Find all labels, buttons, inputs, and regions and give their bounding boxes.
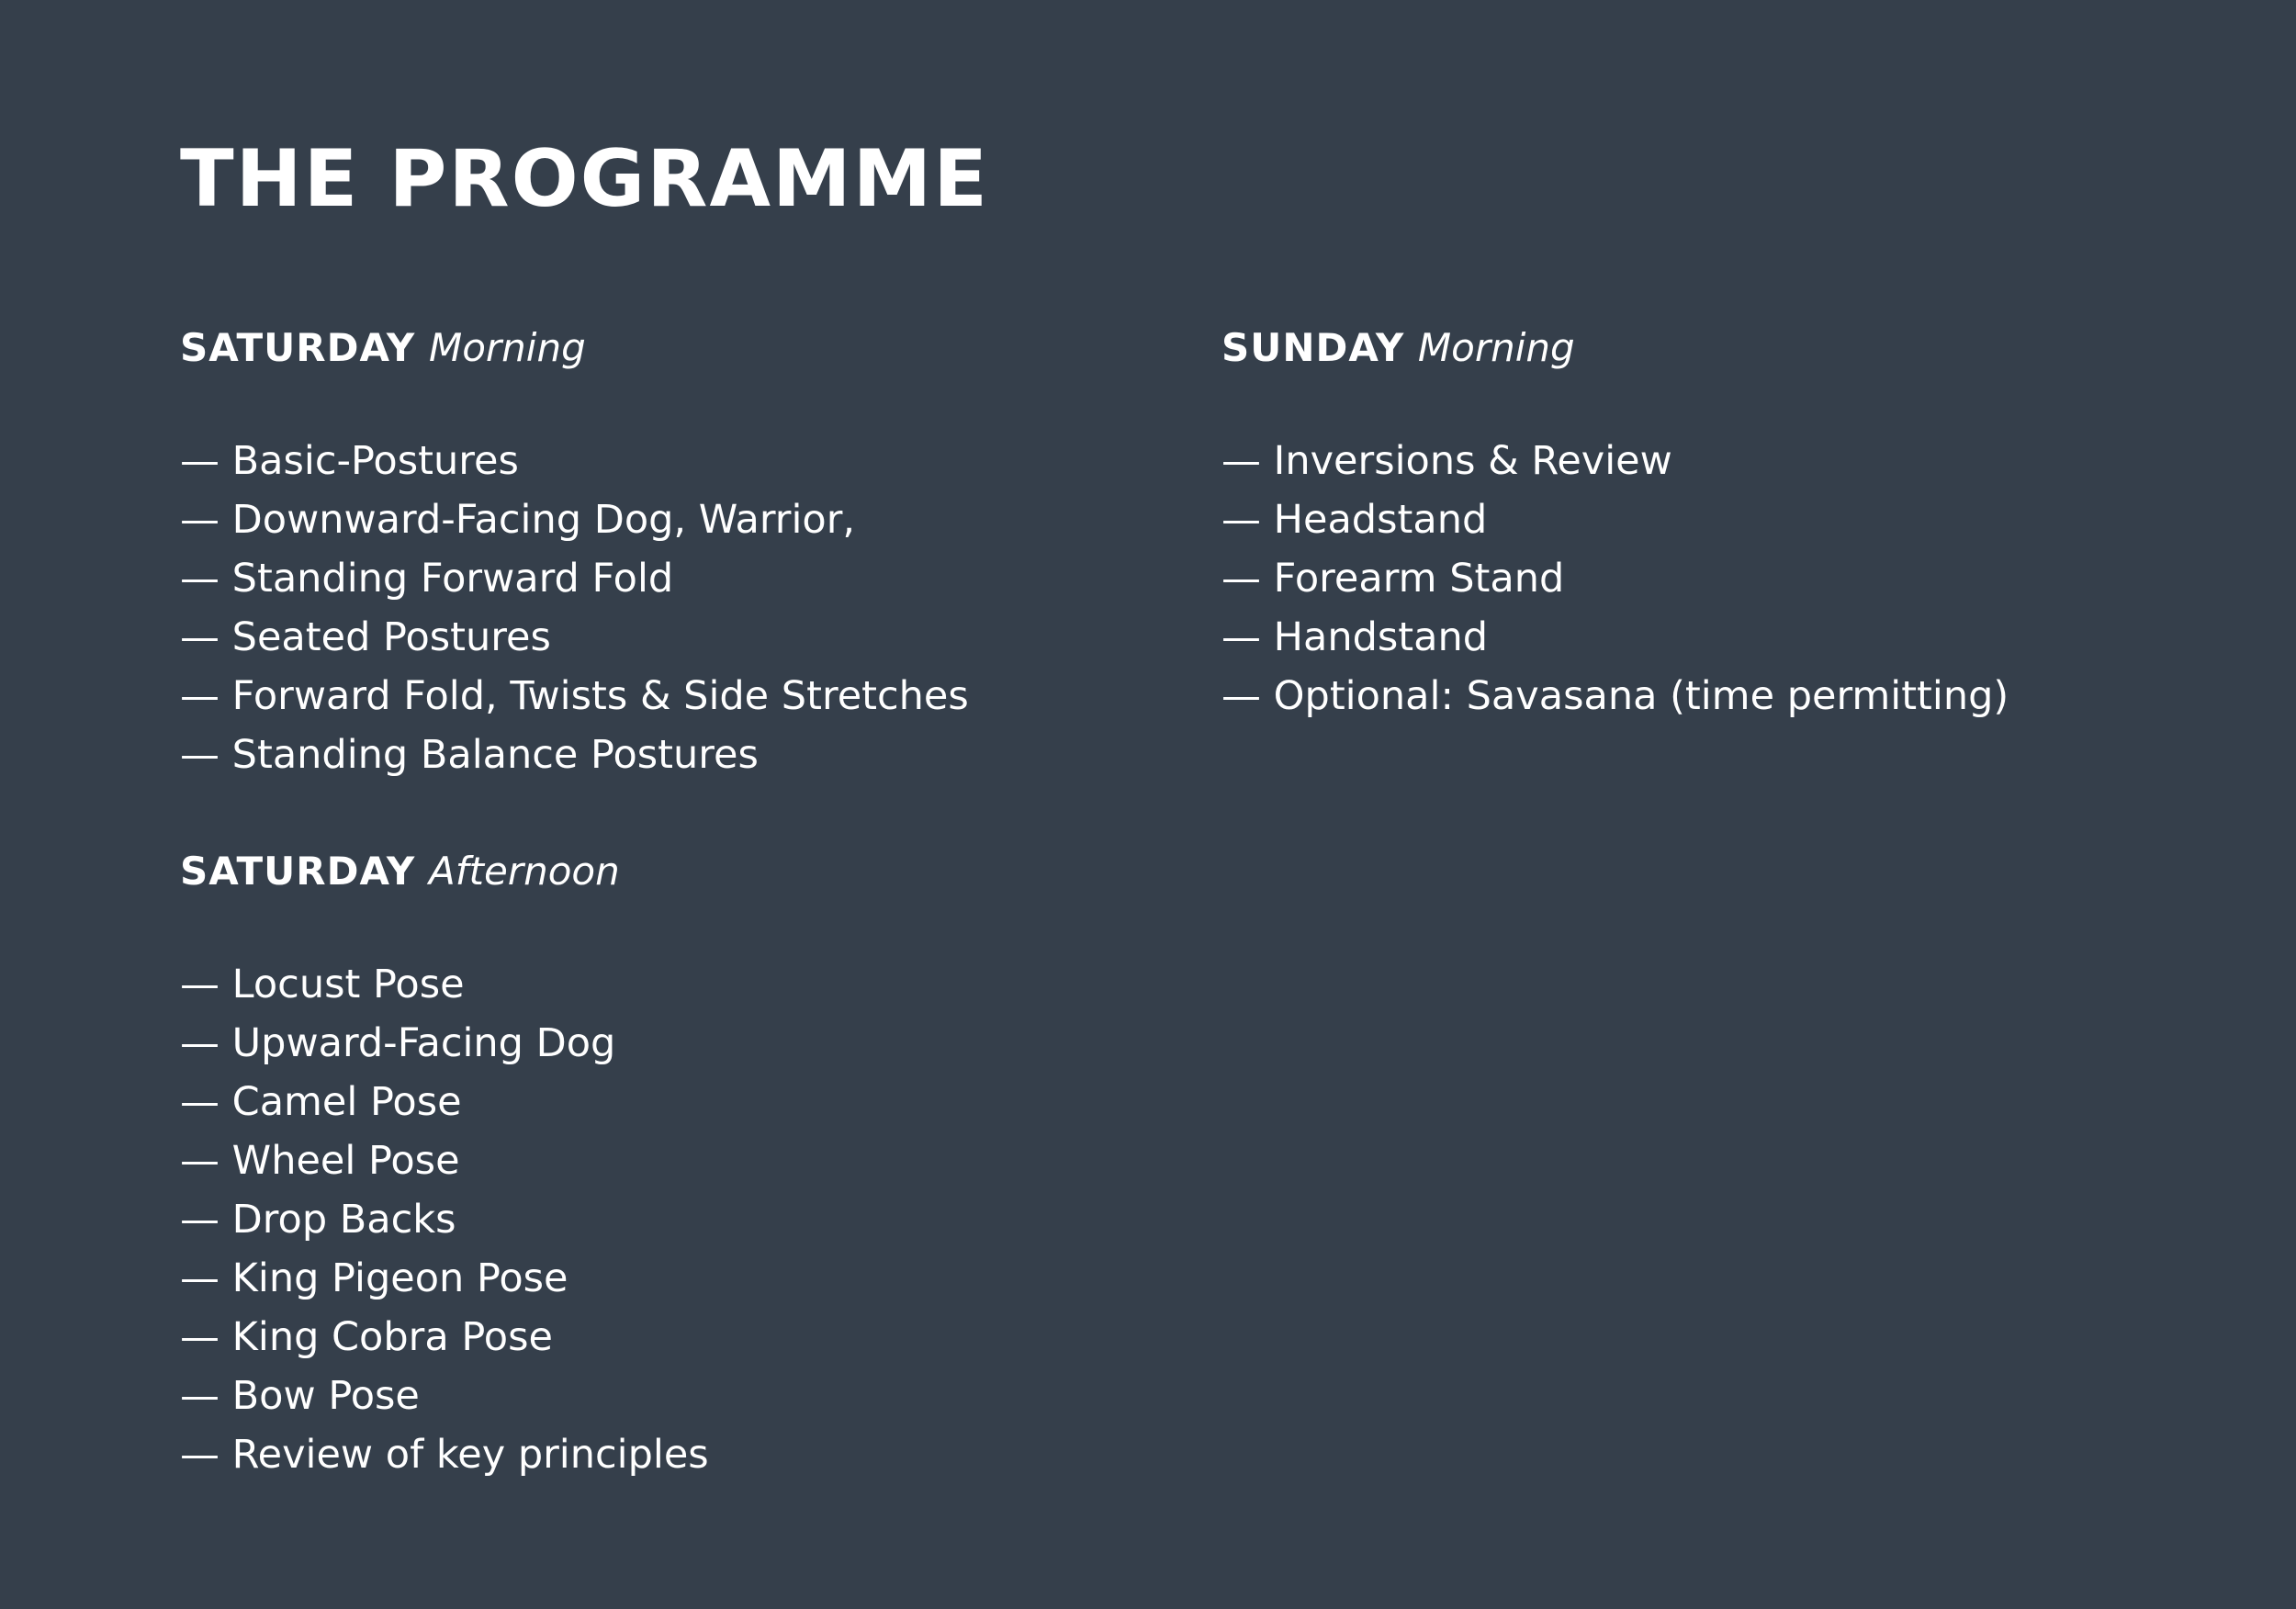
programme-column-left [180, 321, 1190, 1484]
list-item: — Downward-Facing Dog, Warrior, [180, 490, 1190, 549]
session-heading [180, 321, 1190, 375]
session-day: SUNDAY [1221, 325, 1405, 370]
list-item: — King Cobra Pose [180, 1308, 1190, 1367]
list-item: — Forward Fold, Twists & Side Stretches [180, 667, 1190, 726]
page-title: THE PROGRAMME [180, 133, 989, 225]
session-sunday-morning [1221, 321, 2232, 726]
session-period: Morning [428, 325, 586, 370]
list-item: — Basic-Postures [180, 432, 1190, 490]
list-item: — Handstand [1221, 608, 2232, 667]
session-list [1221, 432, 2232, 726]
session-heading [1221, 321, 2232, 375]
session-period: Morning [1417, 325, 1575, 370]
session-list [180, 432, 1190, 784]
list-item: — Upward-Facing Dog [180, 1014, 1190, 1073]
list-item: — Bow Pose [180, 1367, 1190, 1425]
programme-column-right [1221, 321, 2232, 726]
session-day: SATURDAY [180, 849, 416, 894]
session-heading [180, 845, 1190, 898]
list-item: — Standing Balance Postures [180, 726, 1190, 784]
list-item: — Locust Pose [180, 955, 1190, 1014]
list-item: — Inversions & Review [1221, 432, 2232, 490]
list-item: — Review of key principles [180, 1425, 1190, 1484]
list-item: — Drop Backs [180, 1190, 1190, 1249]
list-item: — Forearm Stand [1221, 549, 2232, 608]
list-item: — Optional: Savasana (time permitting) [1221, 667, 2232, 726]
session-list [180, 955, 1190, 1484]
session-period: Afternoon [428, 849, 620, 894]
list-item: — Camel Pose [180, 1073, 1190, 1131]
session-saturday-afternoon [180, 845, 1190, 1484]
list-item: — Seated Postures [180, 608, 1190, 667]
list-item: — Headstand [1221, 490, 2232, 549]
list-item: — Wheel Pose [180, 1131, 1190, 1190]
list-item: — Standing Forward Fold [180, 549, 1190, 608]
session-day: SATURDAY [180, 325, 416, 370]
session-spacer [180, 784, 1190, 845]
list-item: — King Pigeon Pose [180, 1249, 1190, 1308]
session-saturday-morning [180, 321, 1190, 784]
